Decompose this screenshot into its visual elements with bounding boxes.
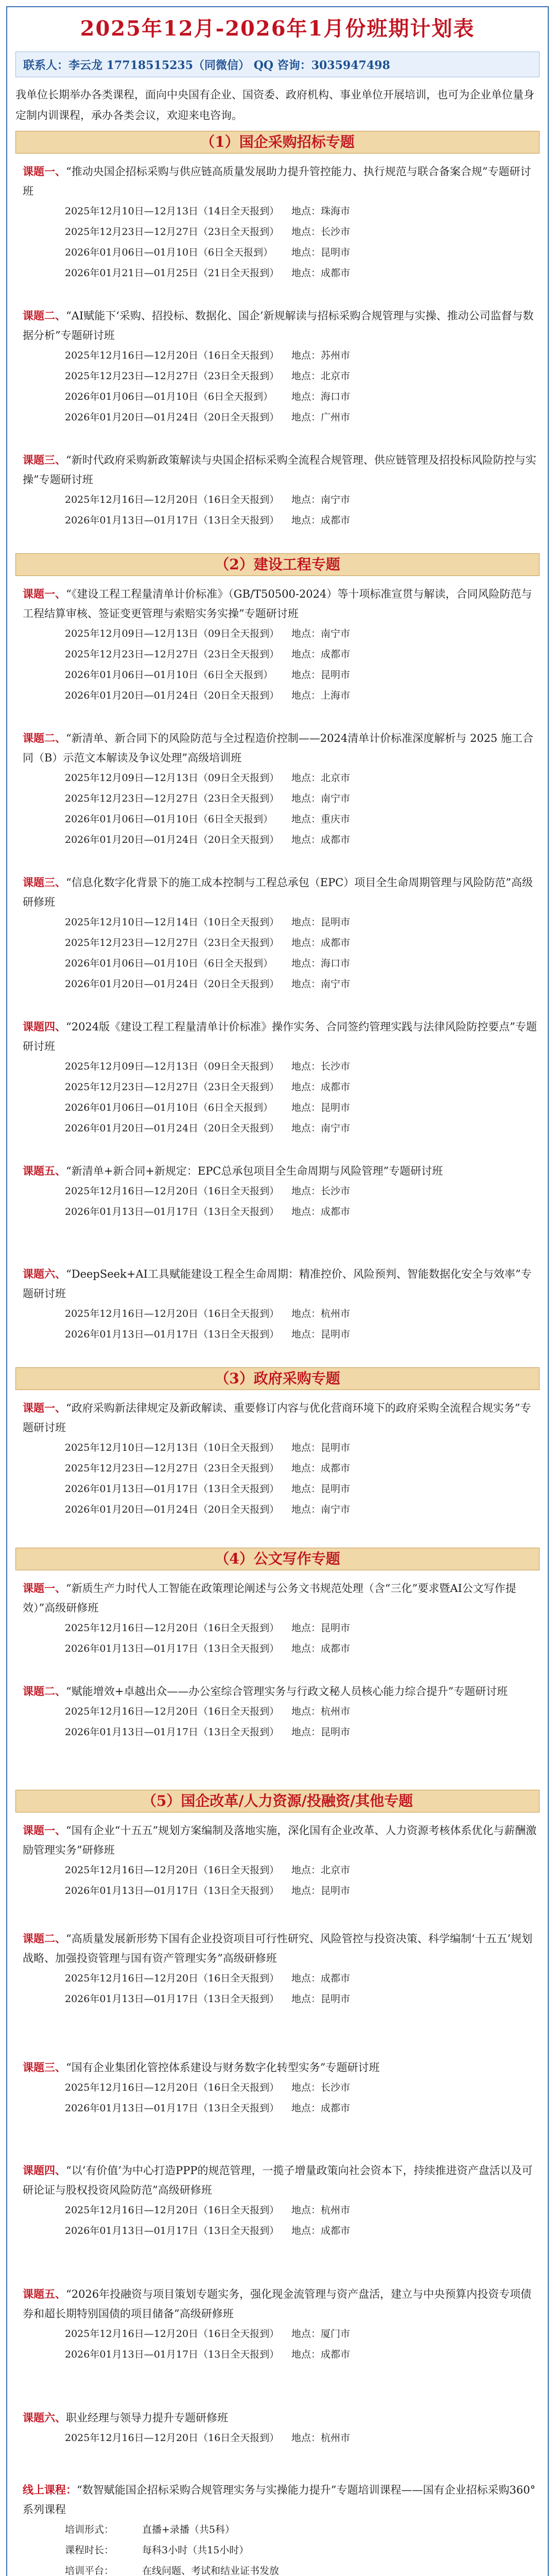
schedule-location: 地点：长沙市	[291, 1061, 351, 1072]
course-title	[15, 873, 540, 912]
schedule-row	[65, 644, 540, 665]
schedule-date: 2026年01月06日—01月10日（6日全天报到）	[65, 958, 273, 969]
course-title	[15, 1579, 540, 1618]
schedule-location: 地点：昆明市	[291, 917, 351, 928]
schedule-date: 2025年12月09日—12月13日（09日全天报到）	[65, 772, 280, 784]
course	[15, 1161, 540, 1222]
course-title	[15, 1017, 540, 1056]
course-name: “赋能增效+卓越出众——办公室综合管理实务与行政文秘人员核心能力综合提升”专题研讨班	[66, 1685, 508, 1698]
schedule-date: 2025年12月16日—12月20日（16日全天报到）	[65, 1308, 280, 1319]
course-label: 课题四、	[23, 1020, 66, 1033]
course-name: “以‘有价值’为中心打造PPP的规范管理，一揽子增量政策向社会资本下，持续推进资产盘活以及可研论证与股权投资风险防范”高级研修班	[23, 2164, 533, 2196]
schedule-location: 地点：长沙市	[291, 226, 351, 238]
course	[15, 873, 540, 994]
schedule-row	[65, 366, 540, 386]
course-label: 课题一、	[23, 1401, 66, 1414]
schedule-row	[65, 222, 540, 242]
course-name: 职业经理与领导力提升专题研修班	[66, 2412, 228, 2424]
fee-row	[65, 2561, 540, 2576]
fee-key: 课程时长：	[65, 2545, 114, 2556]
schedule-date: 2026年01月13日—01月17日（13日全天报到）	[65, 1885, 280, 1896]
schedule-date: 2025年12月23日—12月27日（23日全天报到）	[65, 649, 280, 660]
schedule-row	[65, 1201, 540, 1222]
schedule-row	[65, 1458, 540, 1479]
contact-bar: 联系人：李云龙 17718515235（同微信） QQ 咨询：3035947498	[15, 52, 540, 77]
course-label: 课题二、	[23, 1932, 66, 1945]
schedule-date: 2025年12月23日—12月27日（23日全天报到）	[65, 226, 280, 238]
schedule-date: 2026年01月20日—01月24日（20日全天报到）	[65, 834, 280, 845]
schedule-location: 地点：昆明市	[291, 1442, 351, 1453]
course-title	[15, 1264, 540, 1303]
course	[15, 1682, 540, 1742]
course	[15, 2058, 540, 2119]
course-label: 课题六、	[23, 1267, 66, 1280]
schedule	[15, 1860, 540, 1901]
schedule-location: 地点：长沙市	[291, 1185, 351, 1197]
schedule	[15, 2200, 540, 2241]
schedule	[15, 623, 540, 706]
schedule-row	[65, 2344, 540, 2365]
schedule	[15, 1968, 540, 2009]
course-label: 课题二、	[23, 732, 66, 744]
schedule-date: 2026年01月06日—01月10日（6日全天报到）	[65, 391, 273, 402]
schedule-location: 地点：北京市	[291, 772, 351, 784]
course-label: 课题六、	[23, 2411, 66, 2424]
schedule-row	[65, 685, 540, 706]
course	[15, 1929, 540, 2009]
course-name: “新清单、新合同下的风险防范与全过程造价控制——2024清单计价标准深度解析与 2025 施工合同（B）示范文本解读及争议处理”高级培训班	[23, 732, 533, 764]
schedule-date: 2025年12月16日—12月20日（16日全天报到）	[65, 2328, 280, 2340]
course-title	[15, 2284, 540, 2324]
schedule-location: 地点：上海市	[291, 690, 351, 701]
course-name: “推动央国企招标采购与供应链高质量发展助力提升管控能力、执行规范与联合备案合规”专题研讨班	[23, 165, 531, 197]
course-name: “新质生产力时代人工智能在政策理论阐述与公务文书规范处理（含“三化”要求暨AI公文写作提效）”高级研修班	[23, 1582, 516, 1614]
schedule-location: 地点：南宁市	[291, 628, 351, 639]
schedule-location: 地点：广州市	[291, 412, 351, 423]
schedule-row	[65, 809, 540, 829]
course-label: 课题三、	[23, 2061, 66, 2074]
course-title	[15, 1821, 540, 1860]
course-title	[15, 1161, 540, 1181]
schedule-location: 地点：昆明市	[291, 1483, 351, 1495]
schedule-date: 2026年01月13日—01月17日（13日全天报到）	[65, 2349, 280, 2360]
schedule-row	[65, 2200, 540, 2221]
course-title	[15, 306, 540, 345]
schedule-row	[65, 1181, 540, 1201]
course	[15, 162, 540, 283]
schedule-date: 2026年01月06日—01月10日（6日全天报到）	[65, 814, 273, 825]
schedule-row	[65, 665, 540, 685]
schedule-date: 2026年01月06日—01月10日（6日全天报到）	[65, 1102, 273, 1113]
course-label: 课题一、	[23, 587, 66, 600]
schedule-row	[65, 768, 540, 788]
schedule-location: 地点：成都市	[291, 2225, 351, 2236]
course	[15, 728, 540, 850]
schedule-row	[65, 1499, 540, 1520]
course	[15, 1579, 540, 1659]
schedule-location: 地点：昆明市	[291, 1993, 351, 2005]
schedule-date: 2025年12月16日—12月20日（16日全天报到）	[65, 2432, 280, 2444]
schedule-row	[65, 912, 540, 933]
section-header-procurement: （1）国企采购招标专题	[15, 131, 540, 154]
course-label: 课题五、	[23, 2287, 66, 2300]
fee-row	[65, 2540, 540, 2561]
schedule-location: 地点：成都市	[291, 2349, 351, 2360]
schedule-date: 2026年01月20日—01月24日（20日全天报到）	[65, 690, 280, 701]
schedule-date: 2025年12月16日—12月20日（16日全天报到）	[65, 2205, 280, 2216]
schedule-location: 地点：海口市	[291, 391, 351, 402]
schedule	[15, 1056, 540, 1139]
schedule-location: 地点：杭州市	[291, 2205, 351, 2216]
course-name: “新时代政府采购新政策解读与央国企招标采购全流程合规管理、供应链管理及招投标风险防控与实操”专题研讨班	[23, 454, 536, 486]
schedule-row	[65, 1638, 540, 1659]
section-header-writing: （4）公文写作专题	[15, 1548, 540, 1570]
schedule-row	[65, 2098, 540, 2119]
schedule-row	[65, 1618, 540, 1638]
schedule-row	[65, 1701, 540, 1722]
schedule-date: 2026年01月20日—01月24日（20日全天报到）	[65, 1504, 280, 1515]
schedule-row	[65, 510, 540, 531]
schedule-date: 2026年01月13日—01月17日（13日全天报到）	[65, 1329, 280, 1340]
schedule-location: 地点：成都市	[291, 834, 351, 845]
course-title	[15, 1682, 540, 1701]
schedule-row	[65, 263, 540, 283]
course-label: 课题一、	[23, 1824, 66, 1837]
schedule-date: 2026年01月13日—01月17日（13日全天报到）	[65, 2103, 280, 2114]
schedule-row	[65, 2221, 540, 2241]
schedule-date: 2026年01月13日—01月17日（13日全天报到）	[65, 2225, 280, 2236]
course-title	[15, 450, 540, 489]
fee-value: 在线问题、考试和结业证书发放	[142, 2565, 280, 2576]
schedule-row	[65, 1479, 540, 1499]
schedule-row	[65, 386, 540, 407]
course	[15, 2161, 540, 2241]
schedule-row	[65, 407, 540, 428]
fee-value: 每科3小时（共15小时）	[142, 2545, 249, 2556]
schedule-location: 地点：昆明市	[291, 247, 351, 258]
schedule-date: 2026年01月20日—01月24日（20日全天报到）	[65, 412, 280, 423]
schedule-row	[65, 2428, 540, 2448]
schedule-row	[65, 201, 540, 222]
schedule	[15, 768, 540, 850]
schedule-row	[65, 788, 540, 809]
fee-value: 直播+录播（共5科）	[142, 2524, 235, 2535]
schedule-row	[65, 1989, 540, 2009]
course-title	[15, 2058, 540, 2077]
schedule-location: 地点：长沙市	[291, 2082, 351, 2093]
course	[15, 2408, 540, 2448]
schedule-location: 地点：海口市	[291, 958, 351, 969]
course-label: 课题一、	[23, 1582, 66, 1595]
schedule-date: 2025年12月10日—12月14日（10日全天报到）	[65, 917, 280, 928]
schedule-location: 地点：成都市	[291, 649, 351, 660]
course	[15, 584, 540, 706]
schedule-row	[65, 1880, 540, 1901]
schedule-row	[65, 829, 540, 850]
course-label: 课题三、	[23, 876, 66, 889]
course-title	[15, 1929, 540, 1968]
schedule-date: 2026年01月13日—01月17日（13日全天报到）	[65, 1483, 280, 1495]
schedule-row	[65, 1324, 540, 1345]
online-label: 线上课程：	[23, 2483, 77, 2496]
schedule-row	[65, 974, 540, 994]
course-name: “信息化数字化背景下的施工成本控制与工程总承包（EPC）项目全生命周期管理与风险防范”高级研修班	[23, 876, 533, 908]
schedule-row	[65, 623, 540, 644]
schedule-location: 地点：苏州市	[291, 350, 351, 361]
schedule	[15, 2324, 540, 2365]
schedule-row	[65, 1303, 540, 1324]
section-header-construction: （2）建设工程专题	[15, 553, 540, 576]
schedule-location: 地点：珠海市	[291, 206, 351, 217]
schedule-location: 地点：昆明市	[291, 1329, 351, 1340]
course-name: “高质量发展新形势下国有企业投资项目可行性研究、风险管控与投资决策、科学编制‘十五五’规划战略、加强投资管理与国有资产管理实务”高级研修班	[23, 1933, 533, 1964]
fee-row	[65, 2519, 540, 2540]
schedule-date: 2025年12月10日—12月13日（10日全天报到）	[65, 1442, 280, 1453]
schedule	[15, 1437, 540, 1520]
schedule-location: 地点：厦门市	[291, 2328, 351, 2340]
course-name: “国有企业“十五五”规划方案编制及落地实施，深化国有企业改革、人力资源考核体系优化与薪酬激励管理实务”研修班	[23, 1824, 537, 1856]
schedule	[15, 1303, 540, 1345]
schedule-location: 地点：成都市	[291, 1463, 351, 1474]
schedule-date: 2025年12月16日—12月20日（16日全天报到）	[65, 1865, 280, 1876]
schedule-location: 地点：昆明市	[291, 1622, 351, 1634]
schedule-row	[65, 1077, 540, 1097]
schedule	[15, 1701, 540, 1742]
course-name: “政府采购新法律规定及新政解读、重要修订内容与优化营商环境下的政府采购全流程合规实务”专题研讨班	[23, 1402, 531, 1434]
schedule-location: 地点：成都市	[291, 1206, 351, 1217]
schedule-row	[65, 953, 540, 974]
schedule	[15, 1618, 540, 1659]
section-header-soe-reform: （5）国企改革/人力资源/投融资/其他专题	[15, 1790, 540, 1812]
schedule-row	[65, 933, 540, 953]
schedule-row	[65, 242, 540, 263]
schedule-row	[65, 345, 540, 366]
schedule-date: 2025年12月23日—12月27日（23日全天报到）	[65, 937, 280, 948]
schedule	[15, 1181, 540, 1222]
fee-key: 培训形式：	[65, 2524, 114, 2535]
schedule-date: 2026年01月20日—01月24日（20日全天报到）	[65, 1123, 280, 1134]
schedule-location: 地点：杭州市	[291, 1706, 351, 1717]
schedule-location: 地点：南宁市	[291, 1504, 351, 1515]
intro-text: 我单位长期举办各类课程，面向中央国有企业、国资委、政府机构、事业单位开展培训，也可为企业单位量身定制内训课程，承办各类会议，欢迎来电咨询。	[15, 89, 534, 122]
course-title	[15, 2408, 540, 2428]
course	[15, 306, 540, 428]
schedule	[15, 2428, 540, 2448]
schedule-location: 地点：昆明市	[291, 1726, 351, 1738]
schedule-location: 地点：南宁市	[291, 494, 351, 505]
schedule-location: 地点：成都市	[291, 1973, 351, 1984]
online-course	[15, 2480, 540, 2576]
course-title	[15, 162, 540, 201]
section-header-gov-procurement: （3）政府采购专题	[15, 1367, 540, 1390]
course-label: 课题一、	[23, 165, 66, 178]
schedule-date: 2026年01月20日—01月24日（20日全天报到）	[65, 978, 280, 990]
schedule-date: 2026年01月13日—01月17日（13日全天报到）	[65, 1993, 280, 2005]
schedule-date: 2025年12月23日—12月27日（23日全天报到）	[65, 793, 280, 804]
schedule-date: 2026年01月21日—01月25日（21日全天报到）	[65, 267, 280, 279]
schedule-date: 2025年12月16日—12月20日（16日全天报到）	[65, 1706, 280, 1717]
course	[15, 1017, 540, 1139]
course-name: “新清单+新合同+新规定：EPC总承包项目全生命周期与风险管理”专题研讨班	[66, 1165, 443, 1177]
schedule-date: 2026年01月13日—01月17日（13日全天报到）	[65, 515, 280, 526]
schedule	[15, 489, 540, 531]
course-label: 课题三、	[23, 453, 66, 466]
schedule-row	[65, 1097, 540, 1118]
schedule-location: 地点：成都市	[291, 515, 351, 526]
schedule-location: 地点：北京市	[291, 1865, 351, 1876]
schedule-location: 地点：南宁市	[291, 793, 351, 804]
course-label: 课题二、	[23, 1685, 66, 1698]
page-title: 2025年12月-2026年1月份班期计划表	[80, 16, 475, 41]
schedule-date: 2026年01月06日—01月10日（6日全天报到）	[65, 669, 273, 681]
schedule-row	[65, 1968, 540, 1989]
course-label: 课题二、	[23, 309, 66, 322]
course-name: “AI赋能下‘采购、招投标、数据化、国企’新规解读与招标采购合规管理与实操、推动公司监督与数据分析”专题研讨班	[23, 310, 534, 342]
schedule-date: 2026年01月06日—01月10日（6日全天报到）	[65, 247, 273, 258]
schedule-date: 2025年12月09日—12月13日（09日全天报到）	[65, 1061, 280, 1072]
schedule-location: 地点：成都市	[291, 937, 351, 948]
schedule-location: 地点：杭州市	[291, 2432, 351, 2444]
schedule	[15, 201, 540, 283]
course-name: “DeepSeek+AI工具赋能建设工程全生命周期：精准控价、风险预判、智能数据化安全与效率”专题研讨班	[23, 1268, 532, 1300]
schedule-date: 2025年12月16日—12月20日（16日全天报到）	[65, 1185, 280, 1197]
course-title	[15, 728, 540, 768]
schedule-row	[65, 1860, 540, 1880]
schedule-row	[65, 2324, 540, 2344]
course-label: 课题五、	[23, 1164, 66, 1177]
schedule-date: 2026年01月13日—01月17日（13日全天报到）	[65, 1726, 280, 1738]
course-title	[15, 2161, 540, 2200]
course	[15, 1264, 540, 1345]
schedule-date: 2025年12月16日—12月20日（16日全天报到）	[65, 350, 280, 361]
schedule-date: 2025年12月16日—12月20日（16日全天报到）	[65, 2082, 280, 2093]
schedule-row	[65, 2077, 540, 2098]
course	[15, 2284, 540, 2365]
schedule-location: 地点：南宁市	[291, 978, 351, 990]
schedule-date: 2025年12月16日—12月20日（16日全天报到）	[65, 1622, 280, 1634]
schedule-date: 2025年12月09日—12月13日（09日全天报到）	[65, 628, 280, 639]
schedule-date: 2025年12月10日—12月13日（14日全天报到）	[65, 206, 280, 217]
schedule-date: 2025年12月23日—12月27日（23日全天报到）	[65, 1463, 280, 1474]
schedule	[15, 2077, 540, 2119]
schedule-date: 2026年01月13日—01月17日（13日全天报到）	[65, 1643, 280, 1654]
schedule	[15, 345, 540, 428]
course	[15, 450, 540, 531]
document-frame	[6, 6, 549, 2576]
schedule-row	[65, 489, 540, 510]
schedule-location: 地点：昆明市	[291, 1102, 351, 1113]
schedule-date: 2025年12月16日—12月20日（16日全天报到）	[65, 1973, 280, 1984]
schedule-row	[65, 1056, 540, 1077]
schedule-location: 地点：成都市	[291, 2103, 351, 2114]
schedule-location: 地点：昆明市	[291, 1885, 351, 1896]
course-label: 课题四、	[23, 2164, 66, 2177]
schedule-location: 地点：北京市	[291, 370, 351, 382]
schedule-row	[65, 1437, 540, 1458]
course-name: “国有企业集团化管控体系建设与财务数字化转型实务”专题研讨班	[66, 2061, 380, 2074]
schedule-date: 2025年12月23日—12月27日（23日全天报到）	[65, 1081, 280, 1093]
schedule-location: 地点：成都市	[291, 1643, 351, 1654]
course-name: “2024版《建设工程工程量清单计价标准》操作实务、合同签约管理实践与法律风险防控要点”专题研讨班	[23, 1021, 537, 1053]
fee-list	[15, 2519, 540, 2576]
schedule-date: 2026年01月13日—01月17日（13日全天报到）	[65, 1206, 280, 1217]
course-name: “2026年投融资与项目策划专题实务，强化现金流管理与资产盘活，建立与中央预算内投资专项债券和超长期特别国债的项目储备”高级研修班	[23, 2288, 532, 2320]
fee-key: 培训平台：	[65, 2565, 114, 2576]
schedule-location: 地点：成都市	[291, 1081, 351, 1093]
schedule-row	[65, 1722, 540, 1742]
schedule-row	[65, 1118, 540, 1139]
schedule-date: 2025年12月23日—12月27日（23日全天报到）	[65, 370, 280, 382]
schedule-location: 地点：南宁市	[291, 1123, 351, 1134]
course-title	[15, 584, 540, 623]
course	[15, 1821, 540, 1901]
schedule-location: 地点：成都市	[291, 267, 351, 279]
schedule-location: 地点：杭州市	[291, 1308, 351, 1319]
course-name: “《建设工程工程量清单计价标准》（GB/T50500-2024）等十项标准宣贯与解读，合同风险防范与工程结算审核、签证变更管理与索赔实务实操”专题研讨班	[23, 588, 532, 620]
schedule-location: 地点：重庆市	[291, 814, 351, 825]
online-title: “数智赋能国企招标采购合规管理实务与实操能力提升”专题培训课程——国有企业招标采购360°系列课程	[23, 2484, 536, 2516]
schedule	[15, 912, 540, 994]
schedule-date: 2025年12月16日—12月20日（16日全天报到）	[65, 494, 280, 505]
schedule-location: 地点：昆明市	[291, 669, 351, 681]
course-title	[15, 1398, 540, 1437]
course	[15, 1398, 540, 1520]
